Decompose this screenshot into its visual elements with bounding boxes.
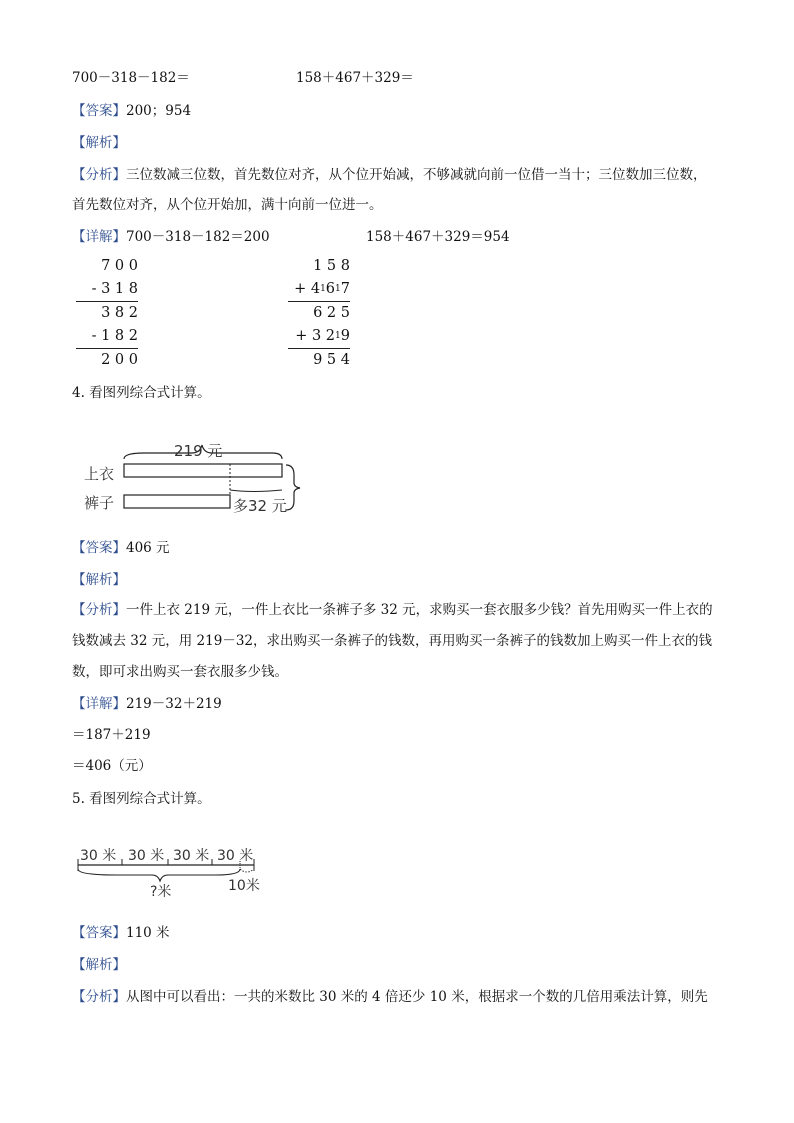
- seg3-label: 30 米: [173, 848, 210, 864]
- add-row-5: 9 5 4: [313, 352, 350, 368]
- answer-text: 200；954: [126, 103, 192, 119]
- xiangjie-tag: 【详解】: [72, 696, 126, 712]
- fenxi-tag: 【分析】: [72, 167, 126, 183]
- sub-row-5: 2 0 0: [101, 352, 138, 368]
- answer-text: 110 米: [126, 925, 170, 941]
- carry-mark: 1: [335, 331, 341, 341]
- less-label: 10米: [228, 878, 260, 894]
- carry-mark: 1: [320, 284, 326, 294]
- add-row-2c: 7: [340, 281, 350, 297]
- shirt-bar: [124, 464, 282, 477]
- q5-title: 5. 看图列综合式计算。: [72, 791, 211, 807]
- add-row-2: [288, 278, 350, 302]
- step-3: ＝406（元）: [72, 758, 152, 774]
- problem-2: 158＋467＋329＝: [296, 70, 414, 86]
- jiexi-tag: 【解析】: [72, 957, 126, 973]
- jiexi-tag: 【解析】: [72, 135, 126, 151]
- diff-brace: [230, 490, 282, 492]
- carry-mark: 1: [335, 284, 341, 294]
- add-row-4a: + 3 2: [295, 328, 336, 344]
- q4-fenxi-line-1: [72, 598, 713, 618]
- seg1-label: 30 米: [80, 848, 117, 864]
- q4-fenxi-line-3: 数，即可求出购买一套衣服多少钱。: [72, 664, 288, 680]
- sub-row-4: - 1 8 2: [76, 325, 138, 349]
- fig-diff-label: 多32 元: [233, 497, 287, 515]
- add-row-4: [288, 325, 350, 349]
- add-row-3: 6 2 5: [313, 305, 350, 321]
- seg4-label: 30 米: [217, 848, 254, 864]
- fenxi-tag: 【分析】: [72, 602, 126, 618]
- add-row-2a: + 4: [294, 281, 321, 297]
- problem-1: 700－318－182＝: [72, 70, 190, 86]
- add-row-2b: 6: [325, 281, 336, 297]
- sub-row-2: - 3 1 8: [76, 278, 138, 302]
- xiangjie-eq-2: 158＋467＋329＝954: [366, 229, 510, 245]
- fenxi-text-2: 首先数位对齐，从个位开始加，满十向前一位进一。: [72, 197, 383, 213]
- fenxi-text: 从图中可以看出：一共的米数比 30 米的 4 倍还少 10 米，根据求一个数的几倍用乘法计算，则先: [126, 989, 708, 1005]
- q5-fenxi-line: [72, 985, 708, 1005]
- vertical-subtraction: [76, 255, 138, 372]
- fenxi-text: 一件上衣 219 元，一件上衣比一条裤子多 32 元，求购买一套衣服多少钱？首先用购买一件上衣的: [126, 602, 713, 618]
- add-row-4b: 9: [340, 328, 350, 344]
- sub-row-1: 7 0 0: [101, 258, 138, 274]
- right-brace: [286, 465, 300, 510]
- total-label: ?米: [150, 884, 172, 900]
- fig-row2-label: 裤子: [84, 494, 115, 512]
- answer-line: [72, 99, 191, 119]
- pants-bar: [124, 495, 230, 508]
- less-brace: [240, 869, 254, 872]
- fig-row1-label: 上衣: [84, 465, 115, 483]
- q4-title: 4. 看图列综合式计算。: [72, 385, 211, 401]
- fenxi-line: [72, 163, 707, 183]
- answer-tag: 【答案】: [72, 925, 126, 941]
- step-2: ＝187＋219: [72, 727, 151, 743]
- q4-fenxi-line-2: 钱数减去 32 元，用 219－32，求出购买一条裤子的钱数，再用购买一条裤子的钱数加上购买一件上衣的钱: [72, 633, 712, 649]
- vertical-addition: [288, 255, 350, 372]
- total-brace: [78, 869, 240, 881]
- answer-tag: 【答案】: [72, 103, 126, 119]
- step-1: 219－32＋219: [126, 696, 222, 712]
- xiangjie-eq-1: 700－318－182＝200: [126, 229, 270, 245]
- fig-top-label: 219 元: [174, 442, 223, 460]
- q5-answer-line: [72, 921, 170, 941]
- xiangjie-line: [72, 225, 270, 245]
- sub-row-3: 3 8 2: [101, 305, 138, 321]
- fenxi-tag: 【分析】: [72, 989, 126, 1005]
- answer-text: 406 元: [126, 540, 170, 556]
- xiangjie-tag: 【详解】: [72, 229, 126, 245]
- q4-answer-line: [72, 536, 170, 556]
- q4-xiangjie-line: [72, 692, 222, 712]
- jiexi-tag: 【解析】: [72, 572, 126, 588]
- fenxi-text: 三位数减三位数，首先数位对齐，从个位开始减，不够减就向前一位借一当十；三位数加三位数，: [126, 167, 707, 183]
- seg2-label: 30 米: [128, 848, 165, 864]
- add-row-1: 1 5 8: [313, 258, 350, 274]
- answer-tag: 【答案】: [72, 540, 126, 556]
